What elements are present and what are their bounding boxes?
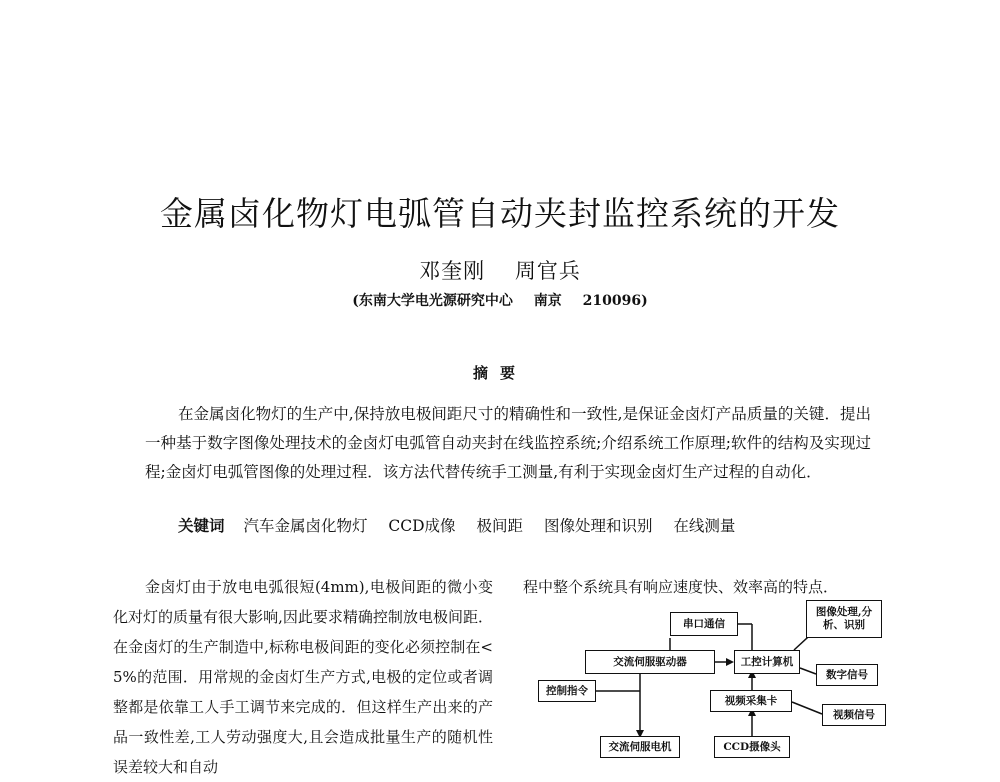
affiliation-institution: 东南大学电光源研究中心 <box>358 293 513 309</box>
ac-servo-motor-box: 交流伺服电机 <box>600 736 680 758</box>
author-name: 邓奎刚 <box>419 259 486 283</box>
keyword: CCD成像 <box>388 517 456 535</box>
connector-line <box>792 702 822 714</box>
industrial-pc-box: 工控计算机 <box>734 650 800 674</box>
keywords-line <box>178 514 878 536</box>
connector-line <box>800 668 816 674</box>
keyword: 汽车金属卤化物灯 <box>243 517 368 535</box>
system-block-diagram <box>530 598 900 760</box>
paper-title: 金属卤化物灯电弧管自动夹封监控系统的开发 <box>160 194 840 233</box>
author-name: 周官兵 <box>514 259 581 283</box>
keyword: 图像处理和识别 <box>543 517 653 535</box>
arrowhead <box>726 658 734 666</box>
keyword: 极间距 <box>476 517 524 535</box>
author-list <box>0 255 1000 285</box>
ccd-camera-box: CCD摄像头 <box>714 736 790 758</box>
abstract-text: 在金属卤化物灯的生产中,保持放电极间距尺寸的精确性和一致性,是保证金卤灯产品质量的关键．提出一种基于数字图像处理技术的金卤灯电弧管自动夹封在线监控系统;介绍系统工作原理;软件的结构及实现过程;金卤灯电弧管图像的处理过程．该方法代替传统手工测量,有利于实现金卤灯生产过程的自动化． <box>145 405 871 481</box>
body-left-column: 金卤灯由于放电电弧很短(4mm),电极间距的微小变化对灯的质量有很大影响,因此要求精确控制放电极间距．在金卤灯的生产制造中,标称电极间距的变化必须控制在< 5%的范围．用常规的金卤灯生产方式,电极的定位或者调整都是依靠工人手工调节来完成的．但这样生产出来的产品一致性差,工人劳动强度大,且会造成批量生产的随机性误差较大和自动 <box>113 578 493 776</box>
keywords-label: 关键词 <box>178 516 225 535</box>
affiliation-postcode: 210096 <box>582 293 642 309</box>
ac-servo-driver-box: 交流伺服驱动器 <box>585 650 715 674</box>
affiliation-close-paren: ) <box>641 293 648 309</box>
control-command-box: 控制指令 <box>538 680 596 702</box>
affiliation-city: 南京 <box>533 293 562 309</box>
abstract-heading: 摘要 <box>472 364 527 382</box>
digital-signal-box: 数字信号 <box>816 664 878 686</box>
serial-comm-box: 串口通信 <box>670 612 738 636</box>
video-capture-card-box: 视频采集卡 <box>710 690 792 712</box>
affiliation-open-paren: ( <box>352 293 359 309</box>
image-processing-box: 图像处理,分析、识别 <box>806 600 882 638</box>
affiliation <box>0 290 1000 310</box>
body-right-column: 程中整个系统具有响应速度快、效率高的特点． <box>523 578 839 596</box>
video-signal-box: 视频信号 <box>822 704 886 726</box>
keyword: 在线测量 <box>673 517 736 535</box>
